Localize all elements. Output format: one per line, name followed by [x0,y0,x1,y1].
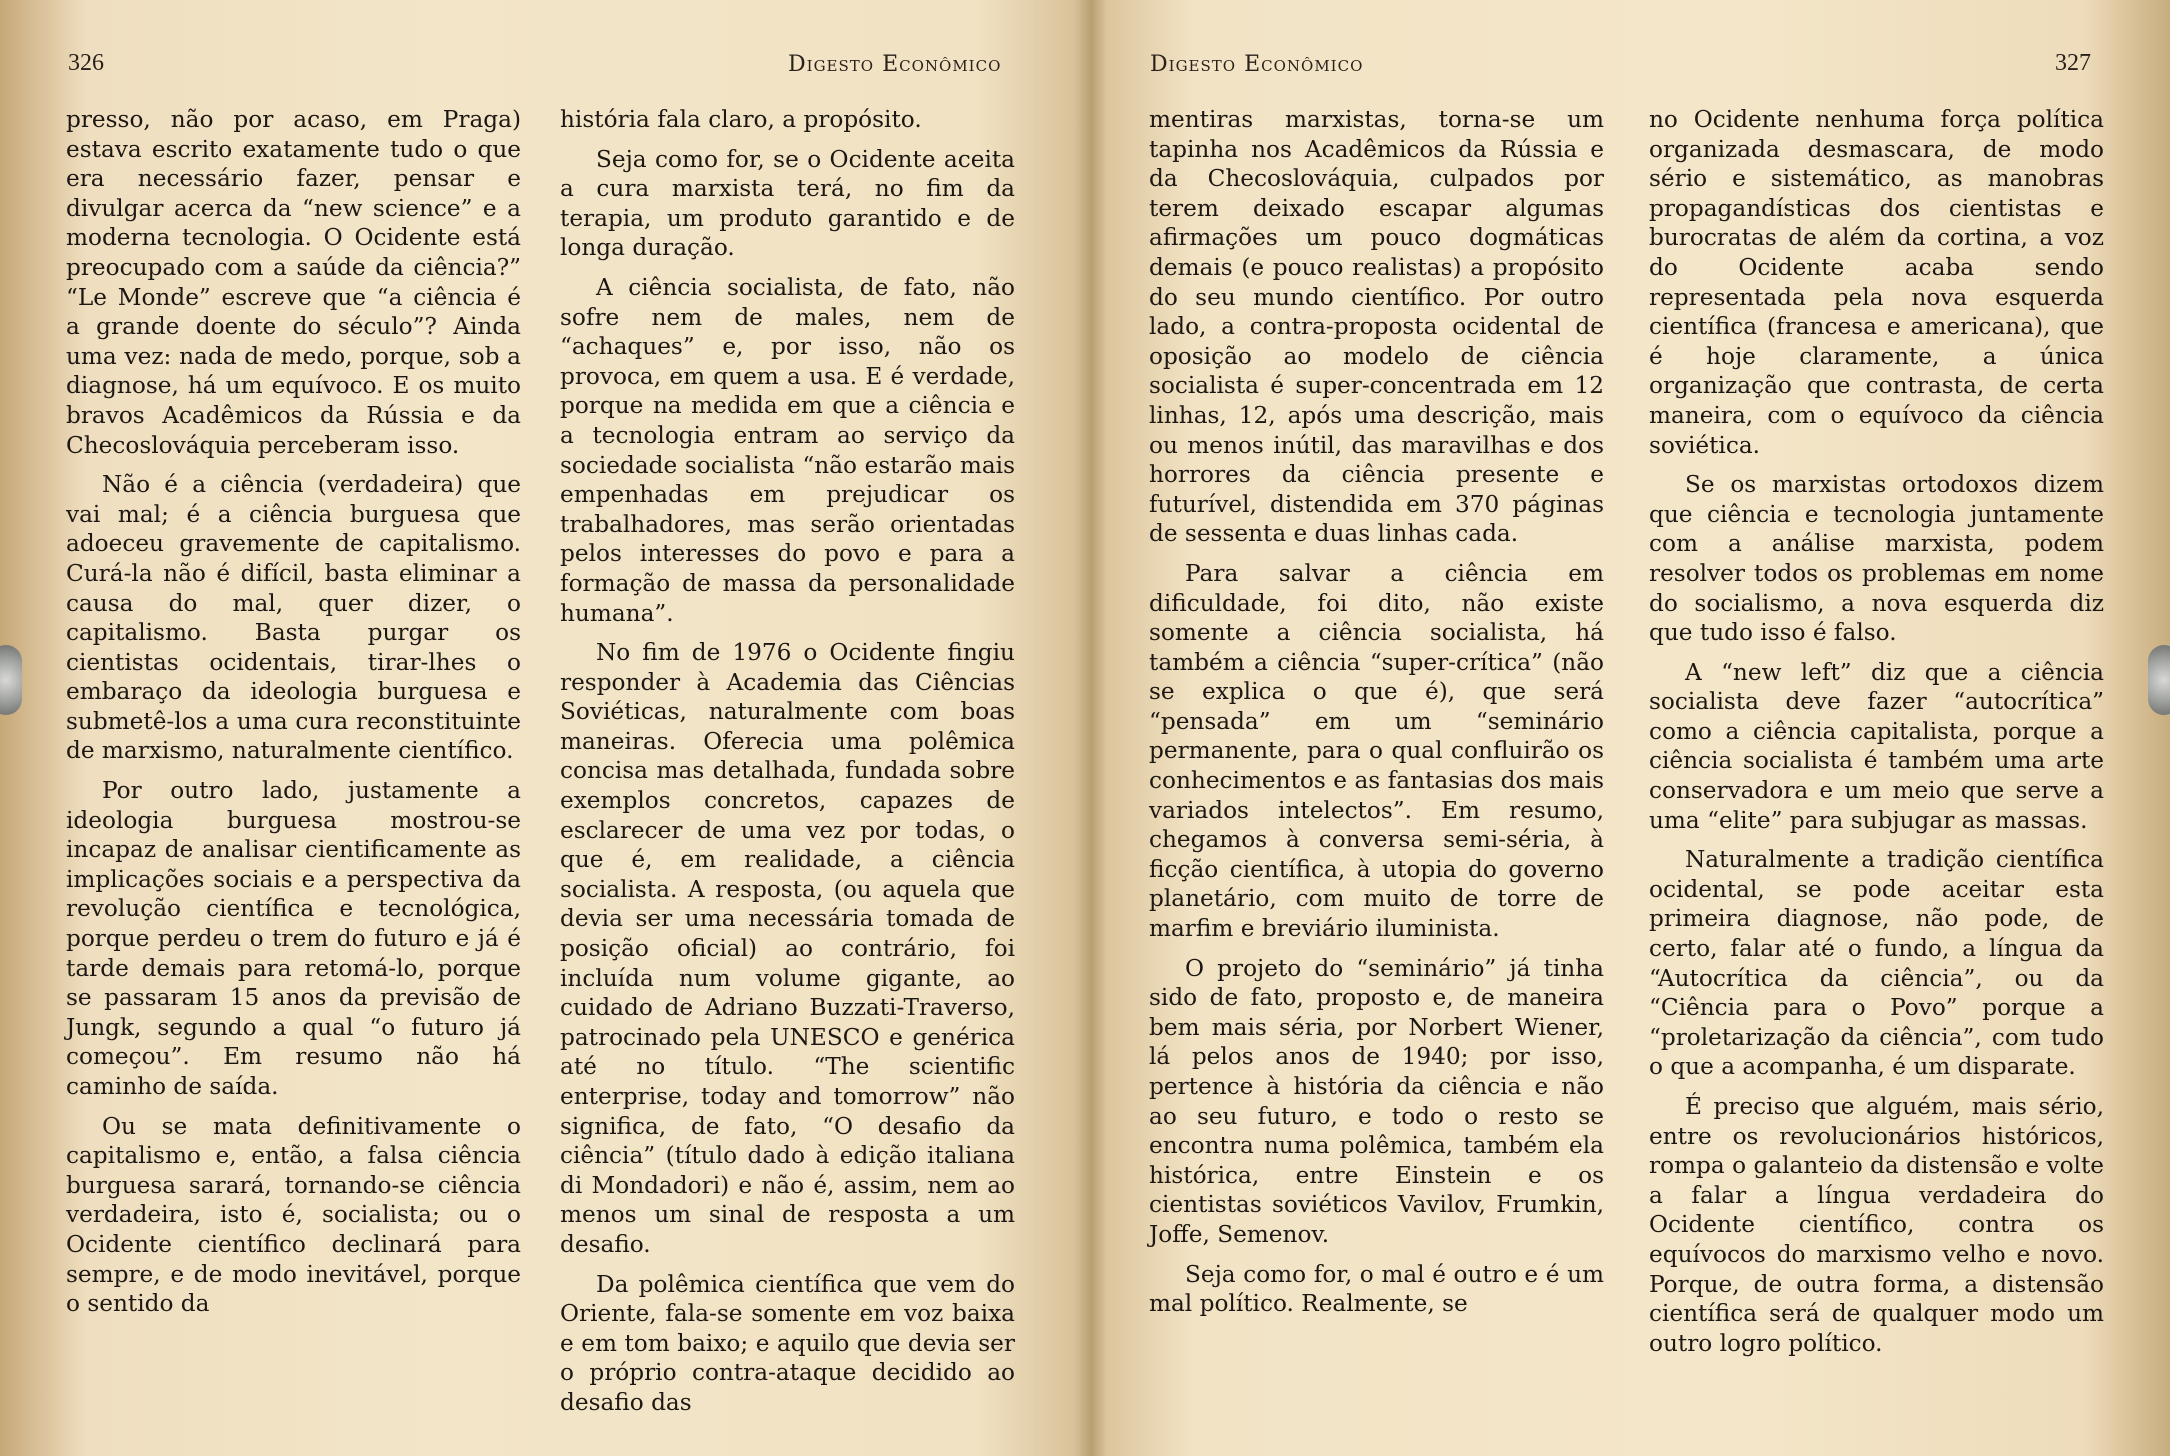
paragraph: A “new left” diz que a ciência socialista deve fazer “autocrítica” como a ciência capitalista, porque a ciência socialista é também uma arte conservadora e um meio que serve a uma “elite” para subjugar as massas. [1649,658,2104,834]
right-page-column-1 [1149,105,1604,1329]
paragraph: Naturalmente a tradição científica ocidental, se pode aceitar esta primeira diagnose, não pode, de certo, falar até o fundo, a língua da “Autocrítica da ciência”, ou da “Ciência para o Povo” porque a “proletarização da ciência”, com tudo o que a acompanha, é um disparate. [1649,846,2104,1081]
paragraph: Não é a ciência (verdadeira) que vai mal; é a ciência burguesa que adoeceu gravemente de capitalismo. Curá-la não é difícil, basta eliminar a causa do mal, quer dizer, o capitalismo. Basta purgar os cientistas ocidentais, tirar-lhes o embaraço da ideologia burguesa e submetê-los a uma cura reconstituinte de marxismo, naturalmente científico. [66,471,521,765]
paragraph: Seja como for, o mal é outro e é um mal político. Realmente, se [1149,1260,1604,1318]
page-number: 326 [68,50,104,76]
left-page-column-1 [66,105,521,1329]
paragraph: O projeto do “seminário” já tinha sido de fato, proposto e, de maneira bem mais séria, por Norbert Wiener, lá pelos anos de 1940; por isso, pertence à história da ciência e não ao seu futuro, e todo o resto se encontra numa polêmica, também ela histórica, entre Einstein e os cientistas soviéticos Vavilov, Frumkin, Joffe, Semenov. [1149,954,1604,1248]
binder-tab-right [2148,645,2170,715]
paragraph: história fala claro, a propósito. [560,106,922,133]
paragraph: mentiras marxistas, torna-se um tapinha nos Acadêmicos da Rússia e da Checoslováquia, culpados por terem deixado escapar algumas afirmações um pouco dogmáticas demais (e pouco realistas) a propósito do seu mundo científico. Por outro lado, a contra-proposta ocidental de oposição ao modelo de ciência socialista é super-concentrada em 12 linhas, 12, após uma descrição, mais ou menos inútil, das maravilhas e dos horrores da ciência presente e futurível, distendida em 370 páginas de sessenta e duas linhas cada. [1149,106,1604,548]
paragraph: Ou se mata definitivamente o capitalismo e, então, a falsa ciência burguesa sarará, tornando-se ciência verdadeira, isto é, socialista; ou o Ocidente científico declinará para sempre, e de modo inevitável, porque o sentido da [66,1112,521,1318]
paragraph: Se os marxistas ortodoxos dizem que ciência e tecnologia juntamente com a análise marxista, podem resolver todos os problemas em nome do socialismo, a nova esquerda diz que tudo isso é falso. [1649,471,2104,647]
paragraph: presso, não por acaso, em Praga) estava escrito exatamente tudo o que era necessário fazer, pensar e divulgar acerca da “new science” e a moderna tecnologia. O Ocidente está preocupado com a saúde da ciência?” “Le Monde” escreve que “a ciência é a grande doente do século”? Ainda uma vez: nada de medo, porque, sob a diagnose, há um equívoco. E os muito bravos Acadêmicos da Rússia e da Checoslováquia perceberam isso. [66,106,521,459]
paragraph: no Ocidente nenhuma força política organizada desmascara, de modo sério e sistemático, as manobras propagandísticas dos cientistas e burocratas de além da cortina, a voz do Ocidente acaba sendo representada pela nova esquerda científica (francesa e americana), que é hoje claramente, a única organização que contrasta, de certa maneira, com o equívoco da ciência soviética. [1649,106,2104,459]
paragraph: Da polêmica científica que vem do Oriente, fala-se somente em voz baixa e em tom baixo; e aquilo que devia ser o próprio contra-ataque decidido ao desafio das [560,1270,1015,1416]
running-head: Digesto Econômico [1150,52,1364,77]
paragraph: Para salvar a ciência em dificuldade, foi dito, não existe somente a ciência socialista, há também a ciência “super-crítica” (não se explica o que é), que será “pensada” em um “seminário permanente, para o qual confluirão os conhecimentos e as fantasias dos mais variados intelectos”. Em resumo, chegamos à conversa semi-séria, à ficção científica, à utopia do governo planetário, com muito de torre de marfim e breviário iluminista. [1149,559,1604,943]
page-number: 327 [2055,50,2091,76]
right-page-column-2 [1649,105,2104,1368]
paragraph: No fim de 1976 o Ocidente fingiu responder à Academia das Ciências Soviéticas, naturalmente com boas maneiras. Oferecia uma polêmica concisa mas detalhada, fundada sobre exemplos concretos, capazes de esclarecer de uma vez por todas, o que é, em realidade, a ciência socialista. A resposta, (ou aquela que devia ser uma necessária tomada de posição oficial) ao contrário, foi incluída num volume gigante, ao cuidado de Adriano Buzzati-Traverso, patrocinado pela UNESCO e genérica até no título. “The scientific enterprise, today and tomorrow” não significa, de fato, “O desafio da ciência” (título dado à edição italiana di Mondadori) e não é, assim, nem ao menos um sinal de resposta a um desafio. [560,639,1015,1258]
paragraph: Seja como for, se o Ocidente aceita a cura marxista terá, no fim da terapia, um produto garantido e de longa duração. [560,145,1015,262]
running-head: Digesto Econômico [788,52,1002,77]
right-page [1085,0,2170,1456]
binder-tab-left [0,645,22,715]
left-page-column-2 [560,105,1015,1428]
paragraph: Por outro lado, justamente a ideologia burguesa mostrou-se incapaz de analisar cientificamente as implicações sociais e a perspectiva da revolução científica e tecnológica, porque perdeu o trem do futuro e já é tarde demais para retomá-lo, porque se passaram 15 anos da previsão de Jungk, segundo a qual “o futuro já começou”. Em resumo não há caminho de saída. [66,777,521,1100]
paragraph: É preciso que alguém, mais sério, entre os revolucionários históricos, rompa o galanteio da distensão e volte a falar a língua verdadeira do Ocidente científico, contra os equívocos do marxismo velho e novo. Porque, de outra forma, a distensão científica será de qualquer modo um outro logro político. [1649,1093,2104,1357]
paragraph: A ciência socialista, de fato, não sofre nem de males, nem de “achaques” e, por isso, não os provoca, em quem a usa. E é verdade, porque na medida em que a ciência e a tecnologia entram ao serviço da sociedade socialista “não estarão mais empenhadas em prejudicar os trabalhadores, mas serão orientadas pelos interesses do povo e para a formação de massa da personalidade humana”. [560,273,1015,627]
